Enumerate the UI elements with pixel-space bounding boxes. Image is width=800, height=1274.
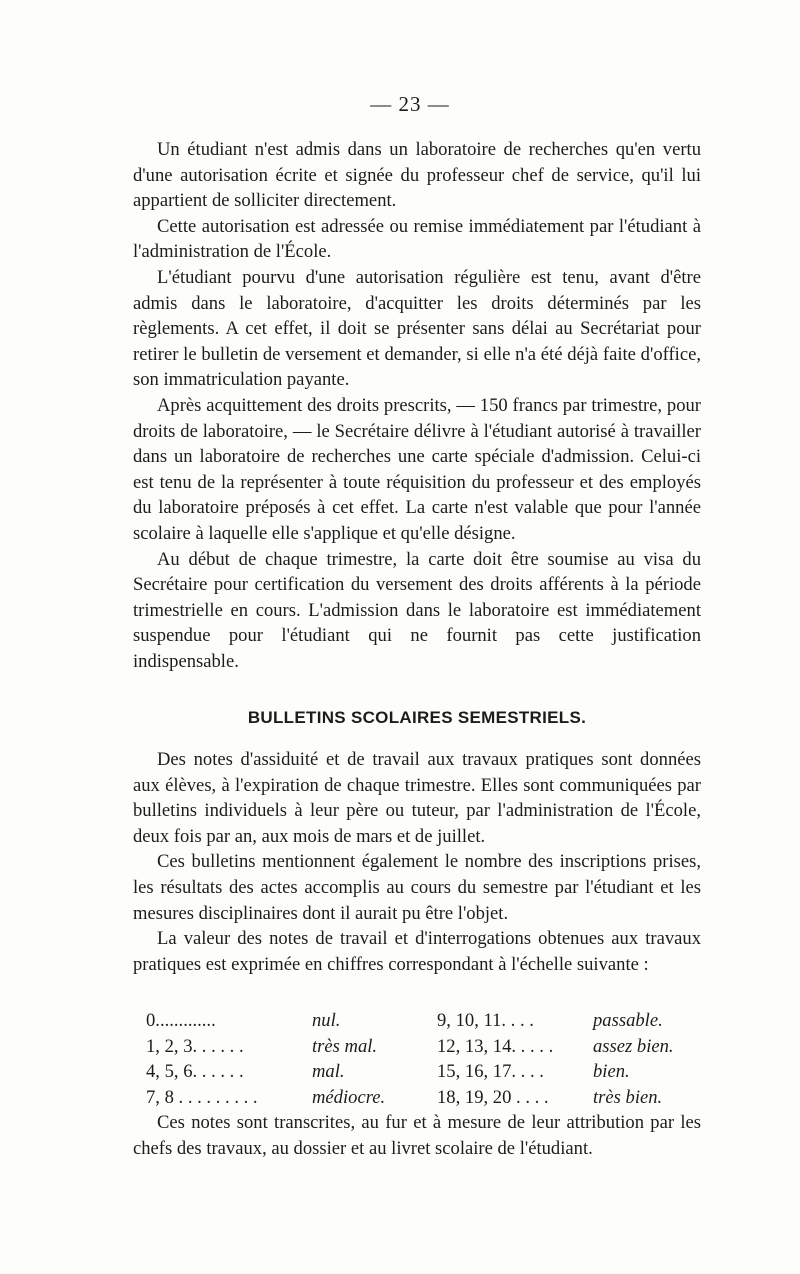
grade-label: assez bien.: [593, 1035, 674, 1057]
grade-label: bien.: [593, 1061, 630, 1083]
grading-scale-table: [146, 1008, 706, 1110]
paragraph: L'étudiant pourvu d'une autorisation régulière est tenu, avant d'être admis dans le laboratoire, d'acquitter les droits déterminés par les règlements. A cet effet, il doit se présenter sans délai au Secrétariat pour retirer le bulletin de versement et demander, si elle n'a été déjà faite d'office, son immatriculation payante.: [133, 266, 701, 391]
final-section: [133, 1110, 701, 1161]
grade-label: nul.: [312, 1010, 341, 1031]
paragraph: La valeur des notes de travail et d'interrogations obtenues aux travaux pratiques est exprimée en chiffres correspondant à l'échelle suivante :: [133, 928, 701, 975]
grade-numbers: 12, 13, 14. . . . .: [437, 1035, 554, 1057]
grade-numbers: 1, 2, 3. . . . . .: [146, 1035, 244, 1057]
paragraph: Des notes d'assiduité et de travail aux travaux pratiques sont données aux élèves, à l'expiration de chaque trimestre. Elles sont communiquées par bulletins individuels à leur père ou tuteur, par l'administration de l'École, deux fois par an, aux mois de mars et de juillet.: [133, 749, 701, 847]
grade-label: médiocre.: [312, 1086, 386, 1108]
grade-numbers: 4, 5, 6. . . . . .: [146, 1061, 244, 1083]
paragraph: Un étudiant n'est admis dans un laboratoire de recherches qu'en vertu d'une autorisation écrite et signée du professeur chef de service, qu'il lui appartient de solliciter directement.: [133, 139, 701, 212]
grading-scale-row: [146, 1008, 706, 1034]
grade-label: très mal.: [312, 1035, 378, 1057]
grade-numbers: 0.............: [146, 1010, 216, 1031]
grade-label: mal.: [312, 1061, 345, 1083]
paragraph: Ces notes sont transcrites, au fur et à mesure de leur attribution par les chefs des travaux, au dossier et au livret scolaire de l'étudiant.: [133, 1112, 701, 1159]
laboratory-admission-section: [133, 137, 701, 674]
paragraph: Après acquittement des droits prescrits, — 150 francs par trimestre, pour droits de laboratoire, — le Secrétaire délivre à l'étudiant autorisé à travailler dans un laboratoire de recherches une carte spéciale d'admission. Celui-ci est tenu de la représenter à toute réquisition du professeur et des employés du laboratoire préposés à cet effet. La carte n'est valable que pour l'année scolaire à laquelle elle s'applique et qu'elle désigne.: [133, 394, 701, 544]
grading-scale-row: [146, 1059, 706, 1085]
paragraph: Ces bulletins mentionnent également le nombre des inscriptions prises, les résultats des actes accomplis au cours du semestre par l'étudiant et les mesures disciplinaires dont il aurait pu être l'objet.: [133, 851, 701, 924]
paragraph: Cette autorisation est adressée ou remise immédiatement par l'étudiant à l'administration de l'École.: [133, 215, 701, 263]
page-number: — 23 —: [370, 92, 450, 116]
grade-label: passable.: [593, 1010, 663, 1031]
grade-numbers: 9, 10, 11. . . .: [437, 1010, 534, 1031]
grade-numbers: 18, 19, 20 . . . .: [437, 1086, 549, 1108]
grade-label: très bien.: [593, 1086, 663, 1108]
grading-scale-row: [146, 1034, 706, 1060]
section-heading: BULLETINS SCOLAIRES SEMESTRIELS.: [247, 708, 587, 727]
paragraph: Au début de chaque trimestre, la carte doit être soumise au visa du Secrétaire pour certification du versement des droits afférents à la période trimestrielle en cours. L'admission dans le laboratoire est immédiatement suspendue pour l'étudiant qui ne fournit pas cette justification indispensable.: [133, 548, 701, 672]
grade-numbers: 7, 8 . . . . . . . . .: [146, 1086, 258, 1108]
grade-numbers: 15, 16, 17. . . .: [437, 1061, 544, 1083]
grading-scale-row: [146, 1085, 706, 1111]
bulletins-section: [133, 747, 701, 977]
